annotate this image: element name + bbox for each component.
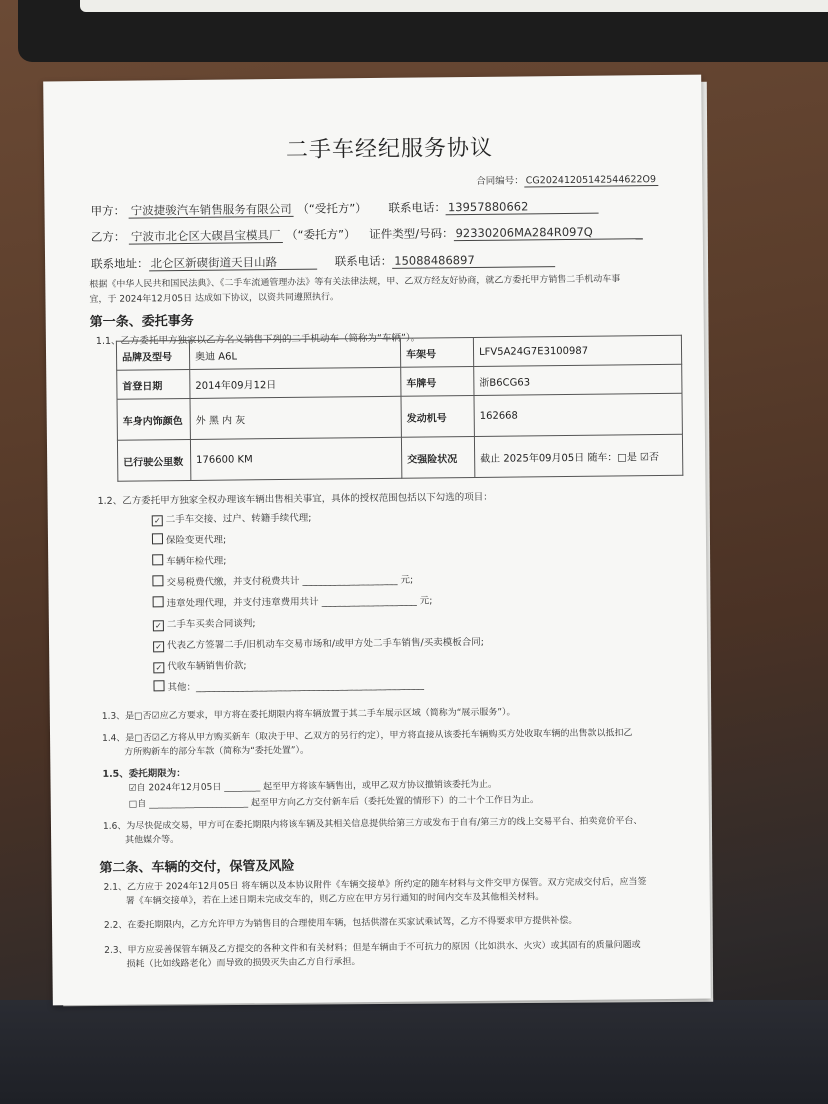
party-a-phone: 13957880662 <box>446 199 599 216</box>
party-b-id-label: 证件类型/号码： <box>369 226 454 242</box>
party-b-line <box>91 223 643 245</box>
clause-1-4-line-2: 方所购新车的部分车款（简称为“委托处置”）。 <box>124 745 310 758</box>
contract-number-value: CG20241205142544622O9 <box>524 174 658 187</box>
party-a-role: （“受托方”） <box>297 201 367 216</box>
checkbox-icon: ✓ <box>152 515 163 526</box>
table-cell: 176600 KM <box>190 437 401 480</box>
party-b-id: 92330206MA284R097Q <box>453 224 642 241</box>
checkbox-icon: ✓ <box>153 662 164 673</box>
preamble-line-1: 根据《中华人民共和国民法典》、《二手车流通管理办法》等有关法律法规，甲、乙双方经友好协商，就乙方委托甲方销售二手机动车事 <box>89 274 621 290</box>
checkbox-icon: ✓ <box>153 620 164 631</box>
party-b-role: （“委托方”） <box>286 227 356 242</box>
option-item: ✓ 二手车买卖合同谈判; <box>153 615 256 631</box>
party-a-phone-label: 联系电话： <box>388 200 446 215</box>
party-a-line <box>90 198 598 219</box>
option-item: 违章处理代理，并支付违章费用共计 ____________________ 元; <box>153 592 433 609</box>
clause-1-4-line-1: 1.4、是□否☑乙方将从甲方购买新车（取决于甲、乙双方的另行约定），甲方将直接从该委托车辆购买方处收取车辆的出售款以抵扣乙 <box>102 728 633 744</box>
address-phone-label: 联系电话： <box>334 253 393 269</box>
checkbox-icon <box>153 680 164 691</box>
table-cell: 首登日期 <box>117 369 190 399</box>
contract-number-label: 合同编号： <box>476 175 524 187</box>
clause-1-5-option-b: □自 ______________________ 起至甲方向乙方交付新车后（委托处置的情形下）的二十个工作日为止。 <box>128 795 540 810</box>
section-2-heading: 第二条、车辆的交付，保管及风险 <box>99 858 295 876</box>
document-title: 二手车经纪服务协议 <box>285 135 494 163</box>
clause-2-1-line-2: 署《车辆交接单》，若在上述日期未完成交车的，则乙方应在甲方另行通知的时间内交车及其他相关材料。 <box>125 892 545 907</box>
table-cell: 品牌及型号 <box>116 340 189 370</box>
clause-2-2: 2.2、在委托期限内，乙方允许甲方为销售目的合理使用车辆，包括供潜在买家试乘试驾，乙方不得要求甲方提供补偿。 <box>103 915 578 931</box>
vehicle-info-table <box>116 335 683 482</box>
option-item: 其他：________________________________________________ <box>153 677 424 694</box>
contract-document <box>43 75 711 1006</box>
table-cell: 已行驶公里数 <box>117 439 190 481</box>
table-cell: 浙B6CG63 <box>474 364 682 395</box>
table-row <box>117 393 682 440</box>
table-cell: 截止 2025年09月05日 随车：□是 ☑否 <box>474 434 682 477</box>
option-item: ✓ 二手车交接、过户、转籍手续代理; <box>152 510 312 527</box>
table-cell: 162668 <box>474 393 682 436</box>
address-label: 联系地址： <box>91 256 149 271</box>
table-cell: 车牌号 <box>401 366 474 396</box>
background-paper-edge <box>80 0 828 12</box>
preamble-line-2: 宜，于 2024年12月05日 达成如下协议，以资共同遵照执行。 <box>89 292 340 305</box>
clause-1-6-line-1: 1.6、为尽快促成交易，甲方可在委托期限内将该车辆及其相关信息提供给第三方或发布于自有/第三方的线上交易平台、拍卖竞价平台、 <box>102 816 643 832</box>
table-cell: 外 黑 内 灰 <box>190 396 401 439</box>
party-b-name: 宁波市北仑区大碶昌宝模具厂 <box>129 228 283 245</box>
table-cell: 车身内饰颜色 <box>117 398 190 440</box>
table-cell: 2014年09月12日 <box>190 367 401 398</box>
option-item: ✓ 代表乙方签署二手/旧机动车交易市场和/或甲方处二手车销售/买卖模板合同; <box>153 634 484 652</box>
clause-2-3-line-2: 损耗（比如线路老化）而导致的损毁灭失由乙方自行承担。 <box>126 957 361 970</box>
address-value: 北仑区新碶街道天目山路 <box>149 255 318 272</box>
clause-1-2: 1.2、乙方委托甲方独家全权办理该车辆出售相关事宜，具体的授权范围包括以下勾选的项目： <box>97 491 493 507</box>
option-item: ✓ 代收车辆销售价款; <box>153 657 246 673</box>
party-b-label: 乙方： <box>90 229 126 244</box>
clause-1-6-line-2: 其他媒介等。 <box>125 835 180 846</box>
clause-2-3-line-1: 2.3、甲方应妥善保管车辆及乙方提交的各种文件和有关材料；但是车辆由于不可抗力的原因（比如洪水、火灾）或其固有的质量问题或 <box>104 940 641 956</box>
checkbox-icon <box>152 533 163 544</box>
table-cell: 交强险状况 <box>401 436 474 478</box>
option-item: 交易税费代缴，并支付税费共计 ____________________ 元; <box>152 572 413 589</box>
contract-number <box>476 171 658 187</box>
clause-1-3: 1.3、是□否☑应乙方要求，甲方将在委托期限内将车辆放置于其二手车展示区域（简称为“展示服务”）。 <box>101 707 516 722</box>
party-a-label: 甲方： <box>90 203 126 218</box>
clause-1-5: 1.5、委托期限为： <box>102 768 186 780</box>
clause-2-1-line-1: 2.1、乙方应于 2024年12月05日 将车辆以及本协议附件《车辆交接单》所约定的随车材料与文件交甲方保管。双方完成交付后，应当签 <box>103 877 647 893</box>
table-cell: 发动机号 <box>401 395 474 437</box>
checkbox-icon <box>153 596 164 607</box>
address-phone: 15088486897 <box>392 252 555 269</box>
option-item: 车辆年检代理; <box>152 553 226 568</box>
table-cell: 车架号 <box>400 337 473 367</box>
clause-1-1: 1.1、乙方委托甲方独家以乙方名义销售下列的二手机动车（简称为“车辆”）。 <box>95 332 421 347</box>
clause-1-5-option-a: ☑自 2024年12月05日 ________ 起至甲方将该车辆售出，或甲乙双方协议撤销该委托为止。 <box>128 779 498 794</box>
section-1-heading: 第一条、委托事务 <box>89 313 194 330</box>
checkbox-icon <box>152 575 163 586</box>
table-row <box>117 434 682 481</box>
party-a-name: 宁波捷骏汽车销售服务有限公司 <box>129 202 294 219</box>
checkbox-icon: ✓ <box>153 641 164 652</box>
option-item: 保险变更代理; <box>152 532 226 547</box>
table-cell: 奥迪 A6L <box>189 338 400 369</box>
address-line <box>91 251 555 272</box>
background-fabric <box>0 1000 828 1104</box>
checkbox-icon <box>152 554 163 565</box>
table-cell: LFV5A24G7E3100987 <box>473 335 681 366</box>
